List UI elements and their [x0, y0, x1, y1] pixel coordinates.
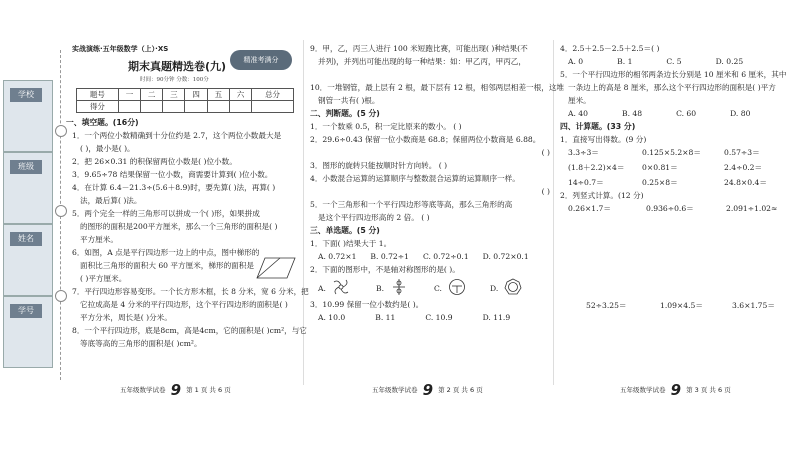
- option[interactable]: C. 0.72÷0.1: [422, 252, 469, 261]
- calc-grid: [560, 146, 795, 189]
- footer-page: 第 2 页 共 6 页: [438, 386, 483, 394]
- question-text: ( )，最小是( )。: [80, 144, 135, 153]
- page-footer: [372, 381, 483, 399]
- exam-meta: 时间：90分钟 分数：100分: [140, 77, 209, 83]
- question-text: 钢管一共有( )根。: [318, 96, 380, 105]
- question-text: 法，最后算( )法。: [80, 196, 142, 205]
- footer-page: 第 3 页 共 6 页: [686, 386, 731, 394]
- calc-item: 52÷3.25＝: [586, 301, 627, 310]
- question-text: 1．下面( )结果大于 1。: [310, 239, 392, 248]
- section-heading: 二、判断题。(5 分): [310, 109, 380, 118]
- question-text: 10．一堆钢管，最上层有 2 根，最下层有 12 根，相邻两层相差一根，这堆: [310, 83, 565, 92]
- option[interactable]: D.: [490, 284, 499, 293]
- question-text: 它拉成高是 4 分米的平行四边形，这个平行四边形的面积是( ): [80, 300, 288, 309]
- question-text: 一条边上的高是 8 厘米，那么这个平行四边形的面积是( )平方: [568, 83, 776, 92]
- footer-text: 五年级数学试卷: [372, 386, 418, 394]
- question-text: 4．2.5＋2.5－2.5＋2.5＝( ): [560, 44, 660, 53]
- table-cell: 总分: [252, 89, 294, 101]
- option[interactable]: A.: [318, 284, 326, 293]
- question-text: 2．29.6÷0.43 保留一位小数商是 68.8；保留两位小数商是 6.88。: [310, 135, 541, 144]
- option[interactable]: A. 40: [568, 109, 588, 118]
- table-cell: 一: [118, 89, 140, 101]
- calc-item: 0.125×5.2×8＝: [642, 148, 701, 157]
- table-cell: 四: [185, 89, 207, 101]
- option-row: [560, 55, 795, 68]
- question-text: 4．小数混合运算的运算顺序与整数混合运算的运算顺序一样。: [310, 174, 520, 183]
- school-label: 学校: [10, 88, 42, 102]
- calc-item: 3.6×1.75＝: [732, 301, 775, 310]
- score-input[interactable]: [252, 101, 294, 113]
- calc-item: 0.26×1.7＝: [568, 204, 611, 213]
- table-row: [77, 101, 294, 113]
- option[interactable]: B. 11: [375, 313, 396, 322]
- trapezoid-figure-icon: [255, 255, 297, 281]
- footer-number: 9: [670, 381, 682, 399]
- calc-item: 14÷0.7＝: [568, 178, 604, 187]
- calc-item: (1.8＋2.2)×4＝: [568, 163, 625, 172]
- calc-item: 1.09×4.5＝: [660, 301, 703, 310]
- score-input[interactable]: [141, 101, 163, 113]
- score-input[interactable]: [118, 101, 140, 113]
- option[interactable]: D. 80: [730, 109, 751, 118]
- table-cell: 题号: [77, 89, 119, 101]
- question-text: 3．10.99 保留一位小数约是( )。: [310, 300, 424, 309]
- option[interactable]: D. 11.9: [482, 313, 511, 322]
- cross-shape-icon: [390, 278, 408, 296]
- section-heading: 三、单选题。(5 分): [310, 226, 380, 235]
- table-cell: 六: [229, 89, 251, 101]
- calc-item: 3.3÷3＝: [568, 148, 599, 157]
- question-text: 的图形的面积是200平方厘米，那么一个三角形的面积是( ): [80, 222, 278, 231]
- table-cell: 三: [163, 89, 185, 101]
- question-text: 1．一个两位小数精确到十分位约是 2.7，这个两位小数最大是: [72, 131, 282, 140]
- option[interactable]: C. 10.9: [425, 313, 453, 322]
- score-input[interactable]: [229, 101, 251, 113]
- option[interactable]: A. 10.0: [318, 313, 346, 322]
- question-text: 1．一个数乘 0.5，积一定比原来的数小。 ( ): [310, 122, 462, 131]
- option[interactable]: D. 0.25: [715, 57, 744, 66]
- score-input[interactable]: [185, 101, 207, 113]
- calc-item: 0.936÷0.6＝: [646, 204, 694, 213]
- question-text: 5．一个平行四边形的相邻两条边长分别是 10 厘米和 6 厘米，其中: [560, 70, 787, 79]
- calc-item: 2.4÷0.2＝: [724, 163, 763, 172]
- question-text: 等底等高的三角形的面积是( )cm²。: [80, 339, 202, 348]
- option[interactable]: B.: [376, 284, 384, 293]
- option-row: [560, 107, 795, 120]
- footer-number: 9: [170, 381, 182, 399]
- heptagon-icon: [504, 278, 522, 296]
- page-1-content: [66, 116, 309, 350]
- calc-item: 24.8×0.4＝: [724, 178, 767, 187]
- page-footer: [620, 381, 731, 399]
- question-text: 并列)，并列出可能出现的每一种结果：如：甲乙丙，甲丙乙，: [318, 57, 526, 66]
- name-label: 姓名: [10, 232, 42, 246]
- question-text: 7．平行四边形容易变形。一个长方形木框，长 8 分米，宽 6 分米，把: [72, 287, 309, 296]
- question-text: 5．两个完全一样的三角形可以拼成一个( )形，如果拼成: [72, 209, 260, 218]
- badge: 精准考满分: [230, 50, 292, 70]
- calc-grid: [560, 202, 795, 215]
- score-table: [76, 88, 294, 113]
- question-text: 5．一个三角形和一个平行四边形等底等高，那么三角形的高: [310, 200, 513, 209]
- option[interactable]: C.: [434, 284, 442, 293]
- question-text: 9．甲，乙，丙三人进行 100 米短跑比赛，可能出现( )种结果(不: [310, 44, 528, 53]
- question-text: 6．如图，A 点是平行四边形一边上的中点，图中梯形的: [72, 248, 260, 257]
- footer-text: 五年级数学试卷: [120, 386, 166, 394]
- page-2-content: [310, 42, 565, 324]
- option[interactable]: B. 1: [617, 57, 633, 66]
- calc-item: 0.25×8＝: [642, 178, 678, 187]
- footer-text: 五年级数学试卷: [620, 386, 666, 394]
- table-cell: 五: [207, 89, 229, 101]
- page-3-content: [560, 42, 795, 215]
- option-row: [310, 250, 550, 263]
- answer-paren: ( ): [541, 148, 550, 157]
- calc-item: 0×0.81＝: [642, 163, 678, 172]
- class-label: 班级: [10, 160, 42, 174]
- option[interactable]: A. 0.72×1: [318, 252, 357, 261]
- page-title: 期末真题精选卷(九): [128, 60, 227, 73]
- score-input[interactable]: [163, 101, 185, 113]
- question-text: 是这个平行四边形高的 2 倍。 ( ): [318, 213, 430, 222]
- option[interactable]: D. 0.72×0.1: [482, 252, 529, 261]
- footer-number: 9: [422, 381, 434, 399]
- table-cell: 二: [141, 89, 163, 101]
- question-text: 4．在计算 6.4－21.3÷(5.6＋8.9)时，要先算( )法，再算( ): [72, 183, 276, 192]
- circle-t-icon: [448, 278, 466, 296]
- pinwheel-icon: [332, 278, 350, 296]
- answer-paren: ( ): [541, 187, 550, 196]
- score-input[interactable]: [207, 101, 229, 113]
- question-text: ( )平方厘米。: [80, 274, 127, 283]
- page-footer: [120, 381, 231, 399]
- calc-item: 2.091÷1.02≈: [726, 204, 778, 213]
- question-text: 厘米。: [568, 96, 591, 105]
- option[interactable]: A. 0: [568, 57, 584, 66]
- footer-page: 第 1 页 共 6 页: [186, 386, 231, 394]
- student-id-label: 学号: [10, 304, 42, 318]
- table-row: [77, 89, 294, 101]
- option-row: [310, 311, 550, 324]
- table-cell: 得分: [77, 101, 119, 113]
- option[interactable]: B. 0.72÷1: [370, 252, 409, 261]
- question-text: 2．把 26×0.31 的积保留两位小数是( )位小数。: [72, 157, 237, 166]
- question-text: 平方厘米。: [80, 235, 118, 244]
- option[interactable]: C. 60: [676, 109, 697, 118]
- calc-item: 0.57÷3＝: [724, 148, 760, 157]
- option[interactable]: B. 48: [621, 109, 643, 118]
- question-text: 2．列竖式计算。(12 分): [560, 191, 644, 200]
- question-text: 面积比三角形的面积大 60 平方厘米，梯形的面积是: [80, 261, 254, 270]
- question-text: 1．直接写出得数。(9 分): [560, 135, 647, 144]
- shape-options: [310, 276, 550, 298]
- question-text: 8．一个平行四边形，底是8cm，高是4cm，它的面积是( )cm²，与它: [72, 326, 307, 335]
- option[interactable]: C. 5: [666, 57, 682, 66]
- section-heading: 一、填空题。(16分): [66, 118, 139, 127]
- section-heading: 四、计算题。(33 分): [560, 122, 636, 131]
- question-text: 3．图形的旋转只能按顺时针方向转。 ( ): [310, 161, 448, 170]
- series-header: 实战演练·五年级数学（上）·XS: [72, 45, 169, 53]
- question-text: 2．下面的图形中，不是轴对称图形的是( )。: [310, 265, 460, 274]
- question-text: 平方分米，周长是( )分米。: [80, 313, 172, 322]
- question-text: 3．9.65÷78 结果保留一位小数，商需要计算到( )位小数。: [72, 170, 273, 179]
